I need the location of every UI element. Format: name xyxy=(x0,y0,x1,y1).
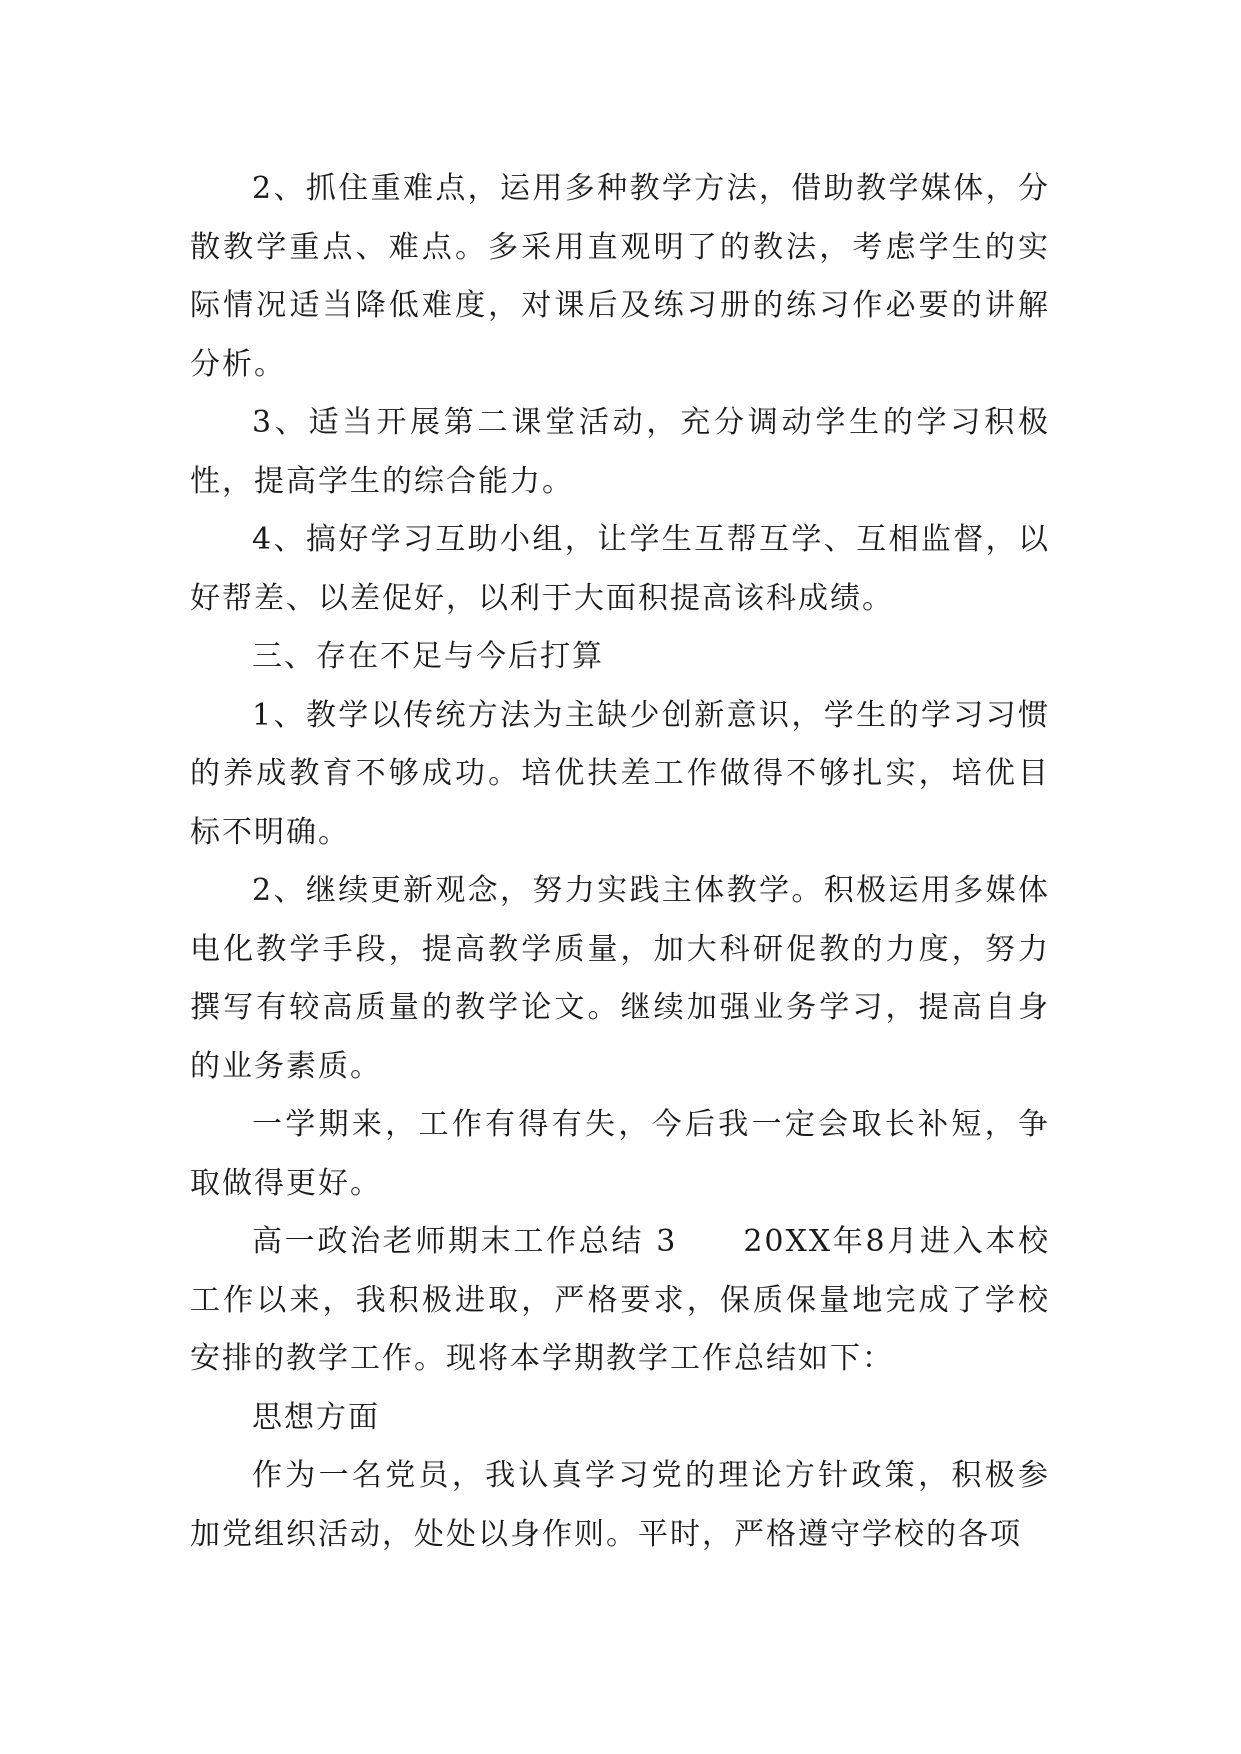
paragraph-point-2: 2、抓住重难点，运用多种教学方法，借助教学媒体，分散教学重点、难点。多采用直观明了的教法，考虑学生的实际情况适当降低难度，对课后及练习册的练习作必要的讲解分析。 xyxy=(190,171,1050,382)
paragraph-shortcoming-2: 2、继续更新观念，努力实践主体教学。积极运用多媒体电化教学手段，提高教学质量，加大科研促教的力度，努力撰写有较高质量的教学论文。继续加强业务学习，提高自身的业务素质。 xyxy=(190,873,1050,1084)
paragraph-point-4: 4、搞好学习互助小组，让学生互帮互学、互相监督，以好帮差、以差促好，以利于大面积提高该科成绩。 xyxy=(190,522,1050,616)
paragraph-ideology: 作为一名党员，我认真学习党的理论方针政策，积极参加党组织活动，处处以身作则。平时，严格遵守学校的各项 xyxy=(190,1458,1050,1552)
section-heading-ideology: 思想方面 xyxy=(252,1399,380,1435)
paragraph-conclusion: 一学期来，工作有得有失，今后我一定会取长补短，争取做得更好。 xyxy=(190,1107,1050,1201)
section-heading-shortcomings: 三、存在不足与今后打算 xyxy=(252,639,604,674)
paragraph-shortcoming-1: 1、教学以传统方法为主缺少创新意识，学生的学习习惯的养成教育不够成功。培优扶差工作做得不够扎实，培优目标不明确。 xyxy=(190,697,1050,850)
document-body xyxy=(190,160,1050,1564)
paragraph-summary-3-intro: 高一政治老师期末工作总结 3 20XX年8月进入本校工作以来，我积极进取，严格要求，保质保量地完成了学校安排的教学工作。现将本学期教学工作总结如下： xyxy=(190,1224,1050,1376)
paragraph-point-3: 3、适当开展第二课堂活动，充分调动学生的学习积极性，提高学生的综合能力。 xyxy=(190,405,1050,499)
